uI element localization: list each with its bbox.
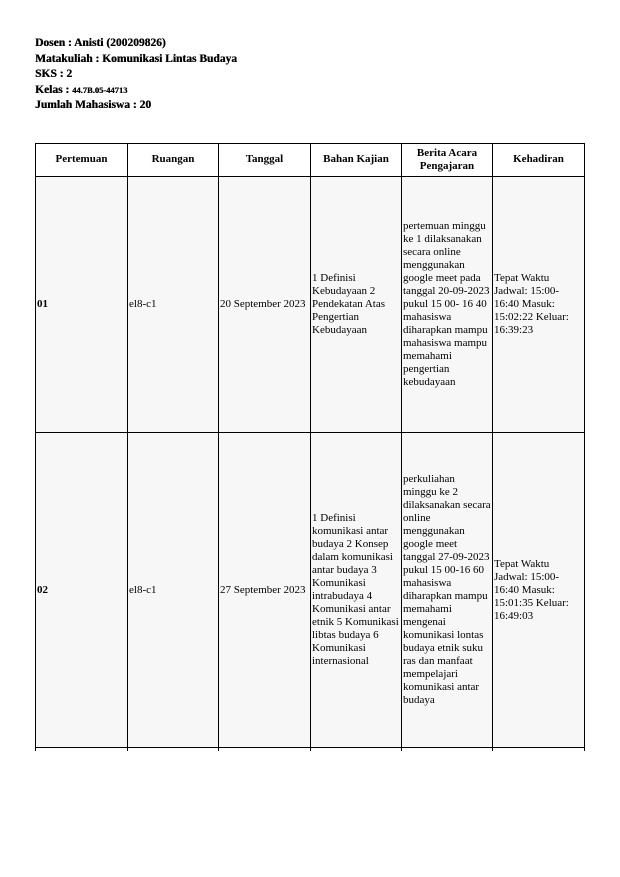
cell-pertemuan: 01 (36, 177, 128, 433)
cell-berita-acara: perkuliahan minggu ke 2 dilaksanakan secara online menggunakan google meet tanggal 27-09-2023 pukul 15 00-16 60 mahasiswa diharapkan mampu memahami mengenai komunikasi lontas budaya etnik suku ras dan manfaat mempelajari komunikasi antar budaya (402, 433, 493, 748)
class-line (35, 83, 237, 99)
column-header-ruangan: Ruangan (128, 144, 219, 177)
column-header-kehadiran: Kehadiran (493, 144, 585, 177)
lecturer-line: Dosen : Anisti (200209826) (35, 37, 166, 49)
credits-line: SKS : 2 (35, 68, 73, 80)
column-header-berita-acara: Berita Acara Pengajaran (402, 144, 493, 177)
cell-bahan-kajian: 1 Definisi Kebudayaan 2 Pendekatan Atas Pengertian Kebudayaan (311, 177, 402, 433)
column-header-pertemuan: Pertemuan (36, 144, 128, 177)
table-continuation-stub (36, 748, 585, 752)
table-header-row (36, 144, 585, 177)
cell-bahan-kajian: 1 Definisi komunikasi antar budaya 2 Konsep dalam komunikasi antar budaya 3 Komunikasi intrabudaya 4 Komunikasi antar etnik 5 Komunikasi libtas budaya 6 Komunikasi internasional (311, 433, 402, 748)
cell-berita-acara: pertemuan minggu ke 1 dilaksanakan secara online menggunakan google meet pada tanggal 20-09-2023 pukul 15 00- 16 40 mahasiswa diharapkan mampu mahasiswa mampu memahami pengertian kebudayaan (402, 177, 493, 433)
cell-kehadiran: Tepat Waktu Jadwal: 15:00-16:40 Masuk: 15:02:22 Keluar: 16:39:23 (493, 177, 585, 433)
column-header-tanggal: Tanggal (219, 144, 311, 177)
column-header-bahan-kajian: Bahan Kajian (311, 144, 402, 177)
class-label: Kelas : (35, 83, 73, 96)
course-header (35, 36, 237, 114)
cell-ruangan: el8-c1 (128, 433, 219, 748)
student-count-line: Jumlah Mahasiswa : 20 (35, 99, 151, 111)
attendance-report-table (35, 143, 585, 751)
cell-ruangan: el8-c1 (128, 177, 219, 433)
cell-pertemuan: 02 (36, 433, 128, 748)
cell-kehadiran: Tepat Waktu Jadwal: 15:00-16:40 Masuk: 15:01:35 Keluar: 16:49:03 (493, 433, 585, 748)
course-name-line: Matakuliah : Komunikasi Lintas Budaya (35, 52, 237, 65)
cell-tanggal: 27 September 2023 (219, 433, 311, 748)
table-row (36, 433, 585, 748)
table-row (36, 177, 585, 433)
cell-tanggal: 20 September 2023 (219, 177, 311, 433)
class-code: 44.7B.05-44713 (72, 84, 128, 95)
